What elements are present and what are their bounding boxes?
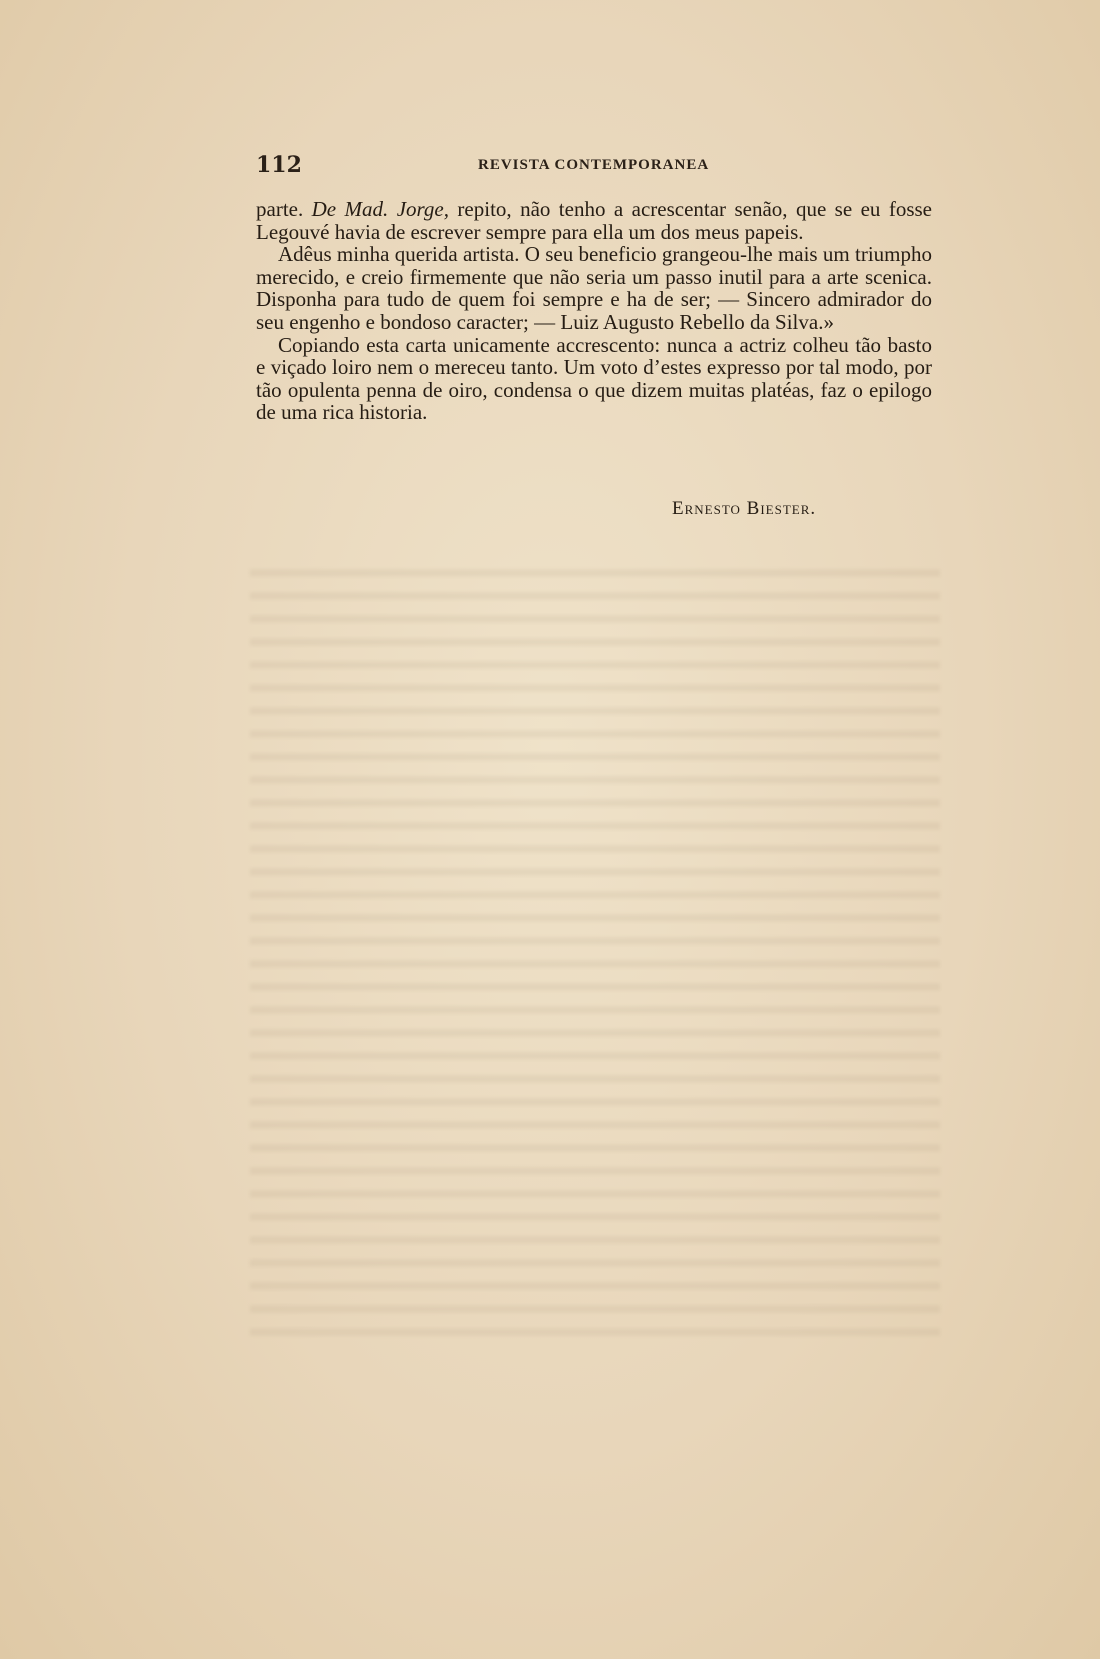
article-body [256,198,932,424]
page-header [256,152,932,182]
show-through-ink [250,560,940,1340]
running-title: REVISTA CONTEMPORANEA [478,157,710,173]
paragraph-1-italic: De Mad. Jorge, [311,197,449,221]
paragraph-2: Adêus minha querida artista. O seu beneficio grangeou-lhe mais um triumpho merecido, e creio firmemente que não seria um passo inutil para a arte scenica. Disponha para tudo de quem foi sempre e ha de ser; — Sincero admirador do seu engenho e bondoso caracter; — Luiz Augusto Rebello da Silva.» [256,242,932,334]
paragraph-3: Copiando esta carta unicamente accrescento: nunca a actriz colheu tão basto e viçado loiro nem o mereceu tanto. Um voto d’estes expresso por tal modo, por tão opulenta penna de oiro, condensa o que dizem muitas platéas, faz o epilogo de uma rica historia. [256,332,932,425]
paragraph-1-start: parte. [256,197,312,221]
paragraph-1 [256,198,932,243]
author-signature: Ernesto Biester. [672,498,817,519]
page-number: 112 [256,152,302,178]
paragraph-1-rest: repito, não tenho a acrescentar senão, que se eu fosse Legouvé havia de escrever sempre para ella um dos meus papeis. [256,197,932,244]
